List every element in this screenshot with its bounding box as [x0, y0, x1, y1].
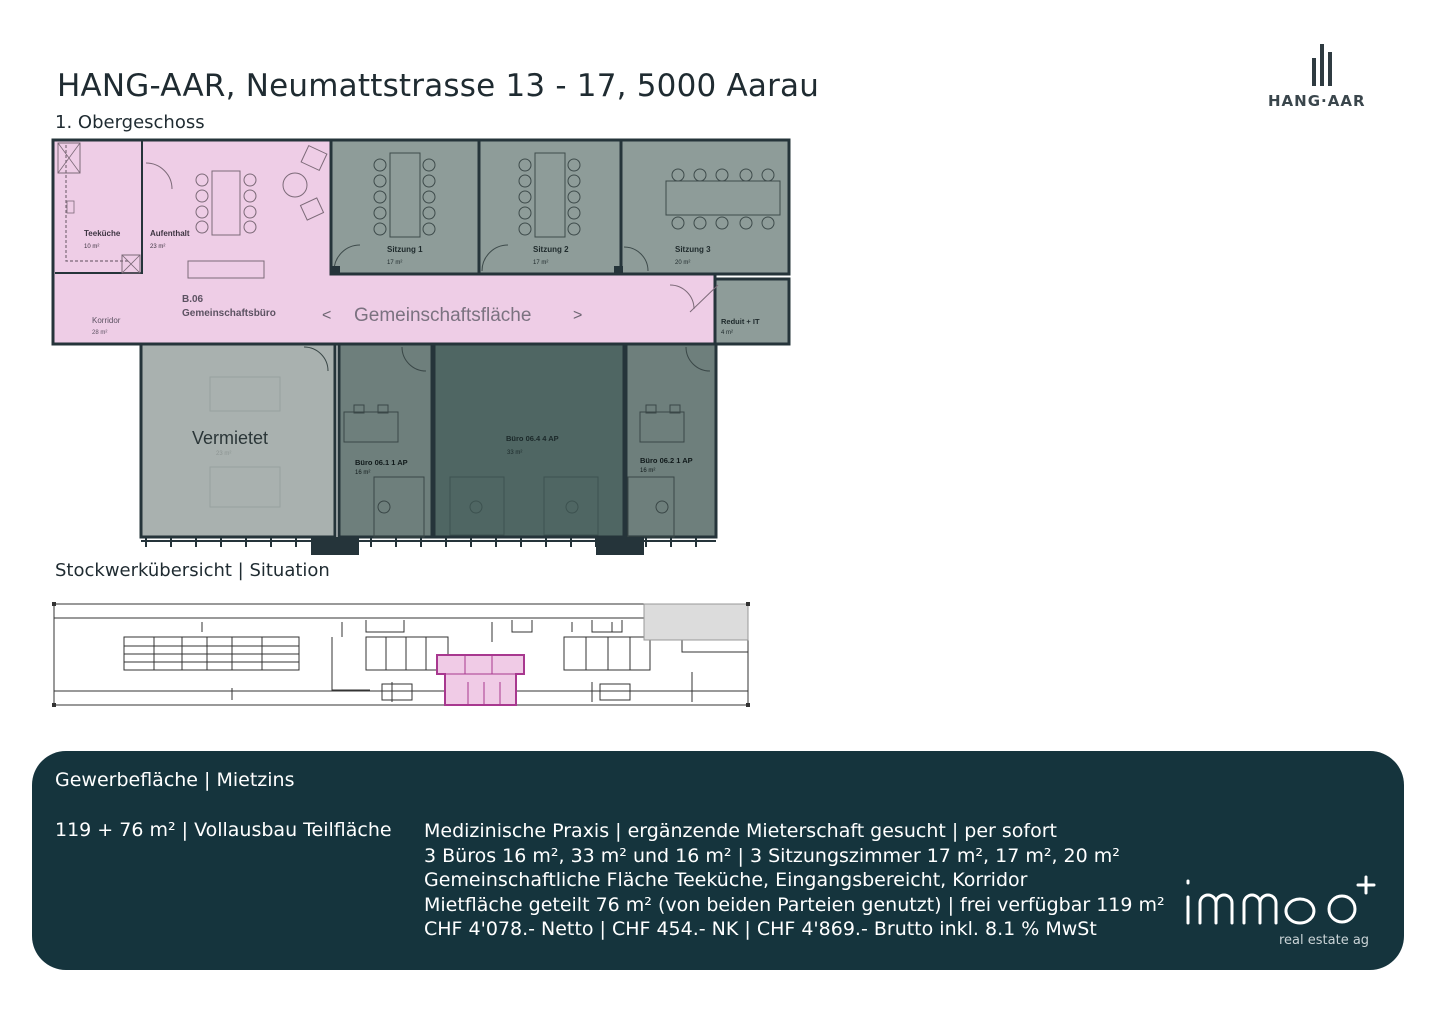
area-sitzung-1: 17 m²: [387, 260, 403, 266]
label-gemeinschaftsflaeche: Gemeinschaftsfläche: [354, 305, 532, 326]
label-gemeinschaftsbuero: Gemeinschaftsbüro: [182, 308, 276, 319]
label-teekueche: Teeküche: [84, 229, 121, 238]
room-buero-06-1: [339, 344, 432, 537]
info-area: 119 + 76 m² | Vollausbau Teilfläche: [55, 819, 392, 841]
area-buero-06-1: 16 m²: [355, 470, 371, 476]
immo-tagline: real estate ag: [1279, 933, 1370, 948]
info-line: 3 Büros 16 m², 33 m² und 16 m² | 3 Sitzungszimmer 17 m², 17 m², 20 m²: [424, 844, 1120, 867]
area-vermietet: 23 m²: [216, 451, 232, 457]
label-vermietet: Vermietet: [192, 428, 269, 448]
info-line: Gemeinschaftliche Fläche Teeküche, Eingangsbereicht, Korridor: [424, 869, 1028, 892]
area-aufenthalt: 23 m²: [150, 244, 166, 250]
info-line: Mietfläche geteilt 76 m² (von beiden Parteien genutzt) | frei verfügbar 119 m²: [424, 893, 1165, 916]
page-title: HANG-AAR, Neumattstrasse 13 - 17, 5000 Aarau: [57, 68, 820, 104]
label-reduit: Reduit + IT: [721, 317, 760, 326]
hang-aar-logo: [1262, 44, 1382, 114]
floor-plan: [50, 137, 795, 557]
area-buero-06-2: 16 m²: [640, 468, 656, 474]
area-sitzung-3: 20 m²: [675, 260, 691, 266]
storey-overview-plan: [52, 602, 752, 710]
label-sitzung-3: Sitzung 3: [675, 245, 711, 254]
rent-info-panel: [32, 751, 1404, 970]
label-korridor: Korridor: [92, 316, 121, 325]
label-buero-06-1: Büro 06.1 1 AP: [355, 458, 408, 467]
arrow-right: >: [573, 307, 583, 324]
arrow-left: <: [322, 307, 332, 324]
area-korridor: 28 m²: [92, 330, 108, 336]
info-heading: Gewerbefläche | Mietzins: [55, 769, 295, 791]
info-lines: [424, 819, 1165, 942]
area-sitzung-2: 17 m²: [533, 260, 549, 266]
label-sitzung-2: Sitzung 2: [533, 245, 569, 254]
label-buero-06-4: Büro 06.4 4 AP: [506, 434, 559, 443]
overview-label: Stockwerkübersicht | Situation: [55, 560, 330, 581]
info-line: Medizinische Praxis | ergänzende Mieterschaft gesucht | per sofort: [424, 820, 1057, 842]
info-line: CHF 4'078.- Netto | CHF 454.- NK | CHF 4'869.- Brutto inkl. 8.1 % MwSt: [424, 918, 1097, 941]
logo-text-1: HANG: [1268, 92, 1322, 110]
area-teekueche: 10 m²: [84, 244, 100, 250]
hang-aar-wordmark: HANG·AAR: [1268, 92, 1366, 110]
label-b06: B.06: [182, 294, 204, 305]
area-buero-06-4: 33 m²: [507, 450, 523, 456]
hang-aar-logo-mark: [1310, 44, 1340, 86]
label-sitzung-1: Sitzung 1: [387, 245, 423, 254]
floor-label: 1. Obergeschoss: [55, 112, 205, 133]
label-aufenthalt: Aufenthalt: [150, 229, 190, 238]
area-reduit: 4 m²: [721, 330, 733, 336]
logo-text-2: AAR: [1327, 92, 1366, 110]
label-buero-06-2: Büro 06.2 1 AP: [640, 456, 693, 465]
